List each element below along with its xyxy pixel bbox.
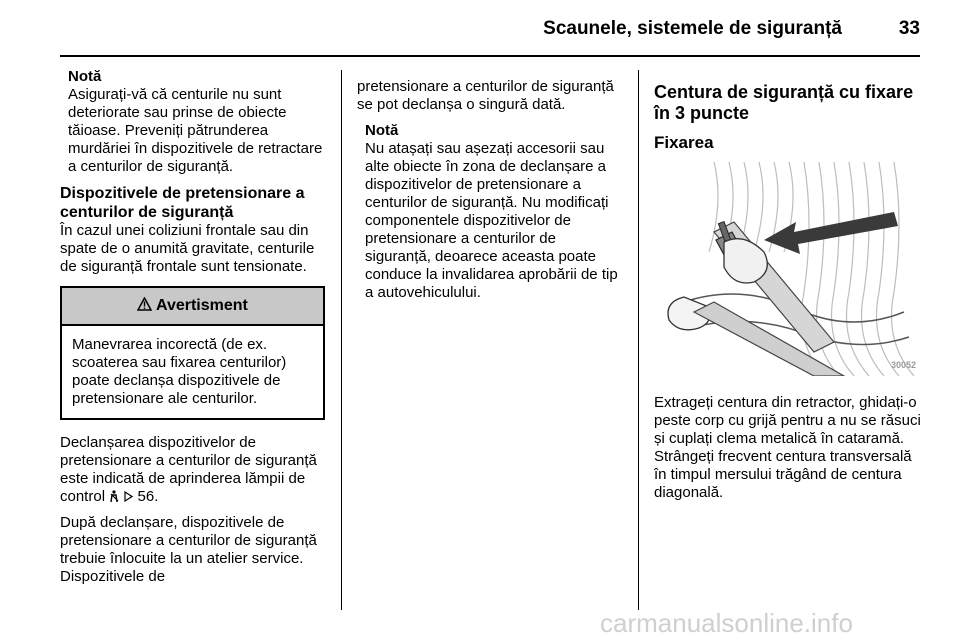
fastening-instructions: Extrageți centura din retractor, ghidați-o peste corp cu grijă pentru a nu se răsuci și cuplați clema metalică în cataramă. Strângeți frecvent centura transversală în timpul mersului trăgând de centura diagonală. bbox=[654, 394, 921, 501]
continued-paragraph: pretensionare a centurilor de siguranță se pot declanșa o singură dată. bbox=[357, 78, 614, 113]
column-divider bbox=[638, 70, 639, 610]
note-text: Asigurați-vă că centurile nu sunt deteriorate sau prinse de obiecte tăioase. Preveniți pătrunderea murdăriei în dispozitivele de retractare a centurilor de siguranță. bbox=[68, 86, 323, 175]
note-label: Notă bbox=[365, 122, 399, 139]
column-1 bbox=[60, 68, 325, 594]
section-title-3-point-belt: Centura de siguranță cu fixare în 3 puncte bbox=[654, 82, 914, 123]
warning-box bbox=[60, 286, 325, 420]
warning-icon bbox=[137, 297, 156, 314]
header-rule bbox=[60, 55, 920, 57]
warning-title: Avertisment bbox=[155, 297, 248, 314]
page-header bbox=[0, 0, 960, 52]
trigger-paragraph bbox=[60, 434, 325, 506]
figure-number: 30052 bbox=[890, 360, 916, 370]
seatbelt-fastening-illustration bbox=[654, 162, 922, 376]
page-ref-icon bbox=[124, 488, 137, 505]
note-label: Notă bbox=[68, 68, 102, 85]
column-3 bbox=[654, 74, 922, 510]
section-text: În cazul unei coliziuni frontale sau din spate de o anumită gravitate, centurile de siguranță frontale sunt tensionate. bbox=[60, 222, 315, 275]
warning-text: Manevrarea incorectă (de ex. scoaterea sau fixarea centurilor) poate declanșa dispozitivele de pretensionare ale centurilor. bbox=[72, 336, 287, 407]
note-block bbox=[60, 68, 325, 176]
after-trigger-paragraph: După declanșare, dispozitivele de pretensionare a centurilor de siguranță trebuie înlocuite la un atelier service. Dispozitivele de bbox=[60, 514, 317, 585]
note-block bbox=[357, 122, 625, 302]
seatbelt-warning-icon bbox=[109, 488, 124, 505]
column-2 bbox=[357, 78, 625, 310]
page-number: 33 bbox=[898, 18, 920, 39]
subsection-title-fastening: Fixarea bbox=[654, 133, 714, 152]
watermark: carmanualsonline.info bbox=[600, 608, 853, 638]
trigger-text: Declanșarea dispozitivelor de pretensionare a centurilor de siguranță este indicată de aprinderea lămpii de control bbox=[60, 434, 317, 505]
section-title-pretensioners: Dispozitivele de pretensionare a centurilor de siguranță bbox=[60, 185, 305, 221]
note-text: Nu atașați sau așezați accesorii sau alte obiecte în zona de declanșare a dispozitivelor de pretensionare a centurilor de siguranță. Nu modificați componentele dispozitivelor de pretensionare a centurilor de siguranță, deoarece aceasta poate conduce la invalidarea aprobării de tip a autovehiculului. bbox=[365, 140, 618, 301]
column-divider bbox=[341, 70, 342, 610]
warning-header bbox=[62, 288, 323, 326]
page-ref: 56. bbox=[137, 488, 159, 505]
header-title: Scaunele, sistemele de siguranță bbox=[543, 18, 842, 39]
